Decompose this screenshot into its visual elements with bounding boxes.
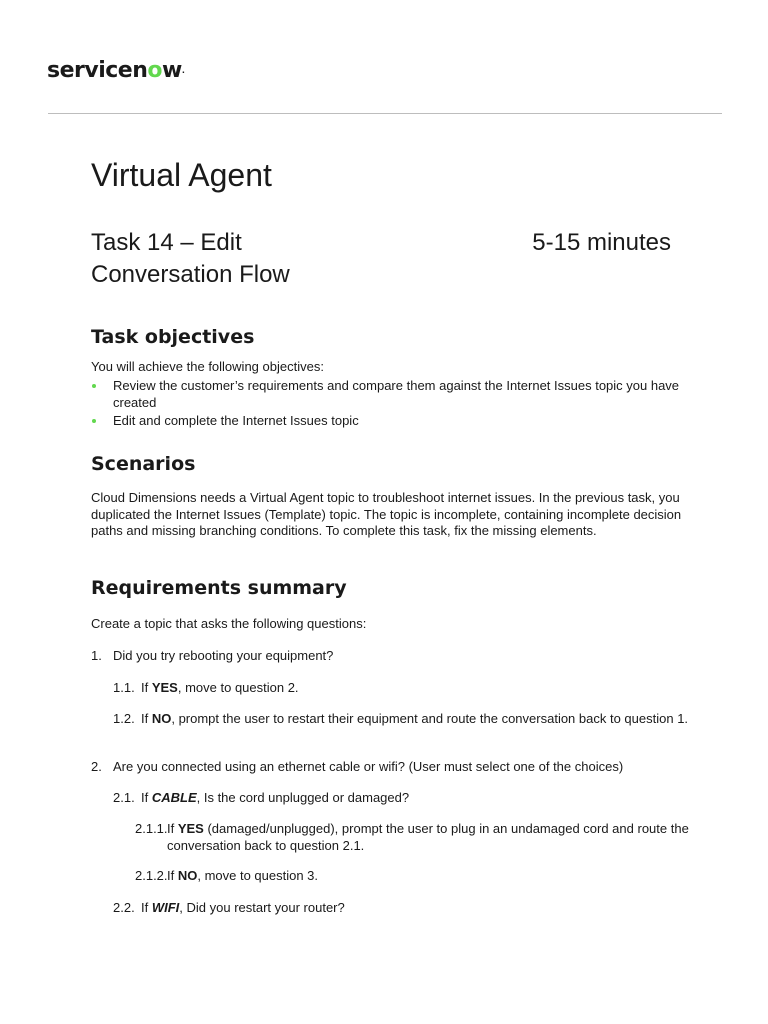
task-duration: 5-15 minutes [532,229,671,256]
bullet-icon [92,384,96,388]
task-name: Task 14 – Edit Conversation Flow [91,229,290,288]
page-title: Virtual Agent [91,157,272,193]
objective-item: Edit and complete the Internet Issues topic [91,413,691,430]
question-1: 1. Did you try rebooting your equipment? [91,648,334,663]
scenarios-heading: Scenarios [91,453,196,475]
scenarios-text: Cloud Dimensions needs a Virtual Agent topic to troubleshoot internet issues. In the previous task, you duplicated the Internet Issues (Template) topic. The topic is incomplete, containing incomplete decision paths and missing branching conditions. To complete this task, fix the missing elements. [91,490,682,538]
objectives-intro: You will achieve the following objectives: [91,359,324,374]
question-2-1-2: 2.1.2. If NO, move to question 3. [135,868,319,883]
question-1-2: 1.2. If NO, prompt the user to restart their equipment and route the conversation back to question 1. [113,711,689,726]
requirements-intro: Create a topic that asks the following questions: [91,616,367,631]
requirements-heading: Requirements summary [91,577,347,599]
objectives-heading: Task objectives [91,326,255,348]
question-1-1: 1.1. If YES, move to question 2. [113,680,299,695]
objective-item: Review the customer’s requirements and compare them against the Internet Issues topic you have created [91,378,691,411]
task-header [91,227,681,291]
bullet-icon [92,419,96,423]
header-divider [48,113,722,114]
question-2-1-1: 2.1.1. If YES (damaged/unplugged), prompt the user to plug in an undamaged cord and route the conversation back to question 2.1. [135,821,689,853]
question-2: 2. Are you connected using an ethernet cable or wifi? (User must select one of the choices) [91,759,624,774]
question-2-2: 2.2. If WIFI, Did you restart your router? [113,900,345,915]
servicenow-logo: servicenow. [47,58,185,83]
question-2-1: 2.1. If CABLE, Is the cord unplugged or damaged? [113,790,410,805]
